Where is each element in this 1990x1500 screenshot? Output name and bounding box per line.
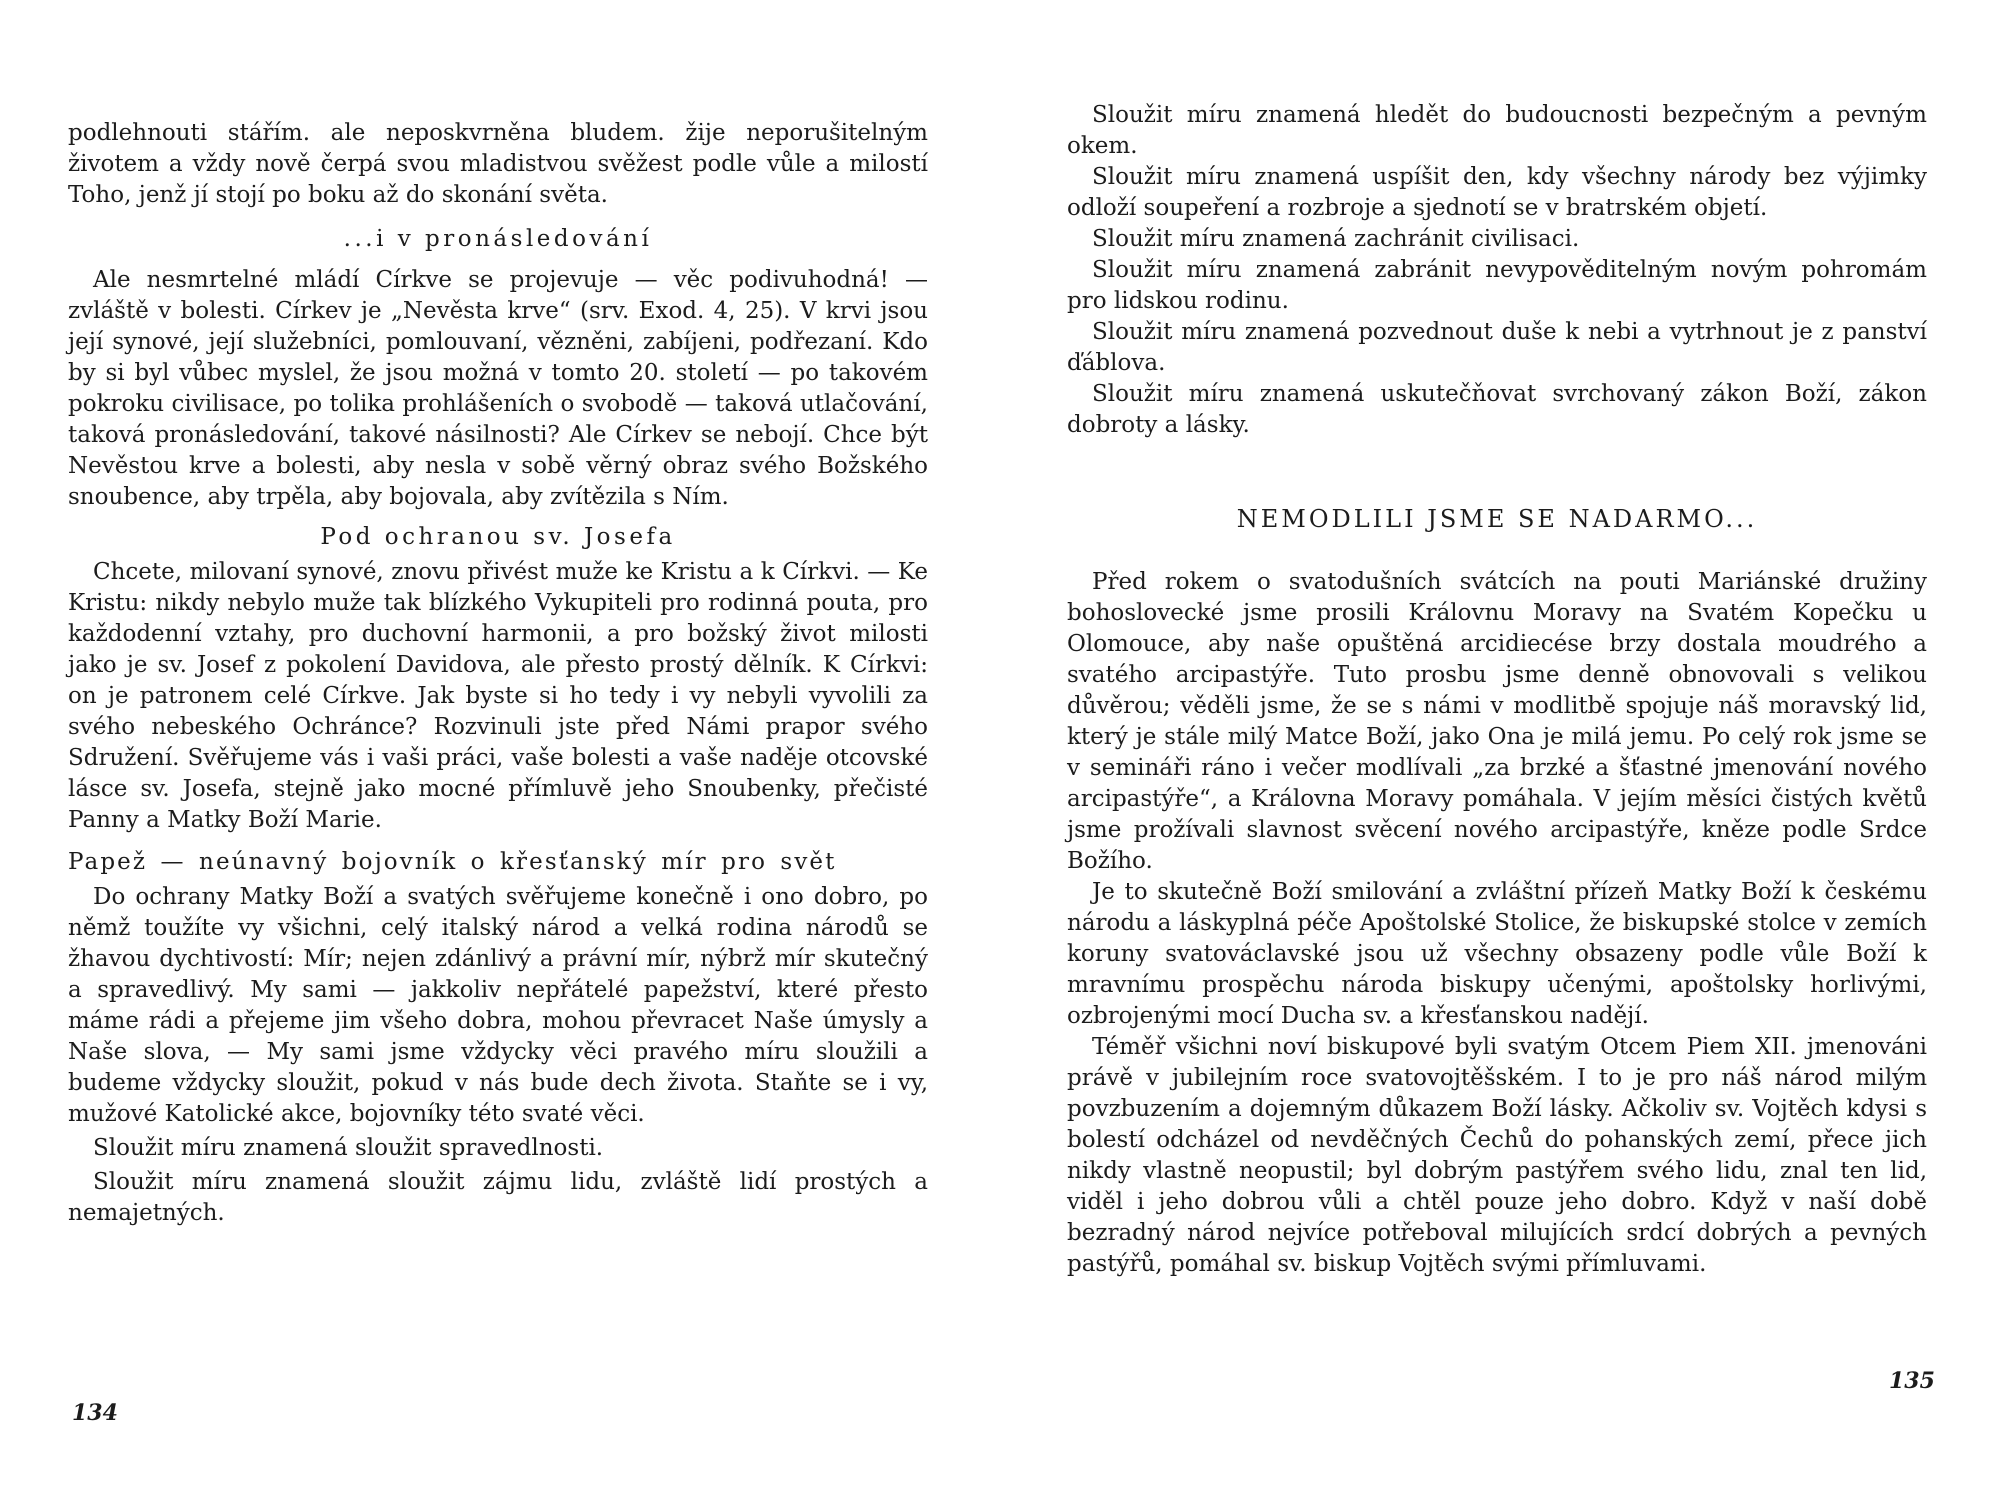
section-heading: Pod ochranou sv. Josefa: [320, 524, 676, 550]
paragraph: podlehnouti stářím. ale neposkvrněna bludem. žije neporušitelným životem a vždy nově čerpá svou mladistvou svěžest podle vůle a milostí Toho, jenž jí stojí po boku až do skonání světa.: [68, 120, 928, 208]
paragraph: Sloužit míru znamená sloužit zájmu lidu, zvláště lidí prostých a nemajetných.: [68, 1169, 928, 1226]
page-number: 134: [72, 1400, 118, 1426]
paragraph: Ale nesmrtelné mládí Církve se projevuje — věc podivuhodná! — zvláště v bolesti. Církev je „Nevěsta krve“ (srv. Exod. 4, 25). V krvi jsou její synové, její služebníci, pomlouvaní, vězněni, zabíjeni, podřezaní. Kdo by si byl vůbec myslel, že jsou možná v tomto 20. století — po takovém pokroku civilisace, po tolika prohlášeních o svobodě — taková utlačování, taková pronásledování, takové násilnosti? Ale Církev se nebojí. Chce být Nevěstou krve a bolesti, aby nesla v sobě věrný obraz svého Božského snoubence, aby trpěla, aby bojovala, aby zvítězila s Ním.: [68, 267, 928, 510]
right-text-column: [1067, 100, 1927, 1280]
paragraph: Sloužit míru znamená uspíšit den, kdy všechny národy bez výjimky odloží soupeření a rozbroje a sjednotí se v bratrském objetí.: [1067, 164, 1927, 221]
paragraph: Sloužit míru znamená sloužit spravedlnosti.: [93, 1135, 604, 1161]
chapter-heading: NEMODLILI JSME SE NADARMO...: [1236, 505, 1758, 533]
left-text-column: [68, 118, 928, 1229]
section-heading: ...i v pronásledování: [343, 226, 653, 252]
paragraph: Před rokem o svatodušních svátcích na pouti Mariánské družiny bohoslovecké jsme prosili Královnu Moravy na Svatém Kopečku u Olomouce, aby naše opuštěná arcidiecése brzy dostala moudrého a svatého arcipastýře. Tuto prosbu jsme denně obnovovali s velikou důvěrou; věděli jsme, že se s námi v modlitbě spojuje náš moravský lid, který je stále milý Matce Boží, jako Ona je milá jemu. Po celý rok jsme se v semináři ráno i večer modlívali „za brzké a šťastné jmenování nového arcipastýře“, a Královna Moravy pomáhala. V jejím měsíci čistých květů jsme prožívali slavnost svěcení nového arcipastýře, kněze podle Srdce Božího.: [1067, 569, 1927, 874]
page-number: 135: [1889, 1368, 1935, 1394]
paragraph: Je to skutečně Boží smilování a zvláštní přízeň Matky Boží k českému národu a láskyplná péče Apoštolské Stolice, že biskupské stolce v zemích koruny svatováclavské jsou už všechny obsazeny podle vůle Boží k mravnímu prospěchu národa biskupy učenými, apoštolsky horlivými, ozbrojenými mocí Ducha sv. a křesťanskou nadějí.: [1067, 879, 1927, 1029]
paragraph: Sloužit míru znamená pozvednout duše k nebi a vytrhnout je z panství ďáblova.: [1067, 319, 1927, 376]
paragraph: Sloužit míru znamená zabránit nevypověditelným novým pohromám pro lidskou rodinu.: [1067, 257, 1927, 314]
paragraph: Sloužit míru znamená zachránit civilisaci.: [1092, 226, 1580, 252]
paragraph: Chcete, milovaní synové, znovu přivést muže ke Kristu a k Církvi. — Ke Kristu: nikdy nebylo muže tak blízkého Vykupiteli pro rodinná pouta, pro každodenní vztahy, pro duchovní harmonii, a pro božský život milosti jako je sv. Josef z pokolení Davidova, ale přesto prostý dělník. K Církvi: on je patronem celé Církve. Jak byste si ho tedy i vy nebyli vyvolili za svého nebeského Ochránce? Rozvinuli jste před Námi prapor svého Sdružení. Svěřujeme vás i vaši práci, vaše bolesti a vaše naděje otcovské lásce sv. Josefa, stejně jako mocné přímluvě jeho Snoubenky, přečisté Panny a Matky Boží Marie.: [68, 559, 928, 833]
section-heading: Papež — neúnavný bojovník o křesťanský mír pro svět: [68, 849, 837, 875]
paragraph: Do ochrany Matky Boží a svatých svěřujeme konečně i ono dobro, po němž toužíte vy všichni, celý italský národ a velká rodina národů se žhavou dychtivostí: Mír; nejen zdánlivý a právní mír, nýbrž mír skutečný a spravedlivý. My sami — jakkoliv nepřátelé papežství, které přesto máme rádi a přejeme jim všeho dobra, mohou převracet Naše úmysly a Naše slova, — My sami jsme vždycky věci pravého míru sloužili a budeme vždycky sloužit, pokud v nás bude dech života. Staňte se i vy, mužové Katolické akce, bojovníky této svaté věci.: [68, 884, 928, 1127]
paragraph: Sloužit míru znamená hledět do budoucnosti bezpečným a pevným okem.: [1067, 102, 1927, 159]
paragraph: Téměř všichni noví biskupové byli svatým Otcem Piem XII. jmenováni právě v jubilejním roce svatovojtěšském. I to je pro náš národ milým povzbuzením a dojemným důkazem Boží lásky. Ačkoliv sv. Vojtěch kdysi s bolestí odcházel od nevděčných Čechů do pohanských zemí, přece jich nikdy vlastně neopustil; byl dobrým pastýřem svého lidu, znal ten lid, viděl i jeho dobrou vůli a chtěl pouze jeho dobro. Když v naší době bezradný národ nejvíce potřeboval milujících srdcí dobrých a pevných pastýřů, pomáhal sv. biskup Vojtěch svými přímluvami.: [1067, 1034, 1927, 1277]
paragraph: Sloužit míru znamená uskutečňovat svrchovaný zákon Boží, zákon dobroty a lásky.: [1067, 381, 1927, 438]
right-page: [995, 0, 1990, 1500]
